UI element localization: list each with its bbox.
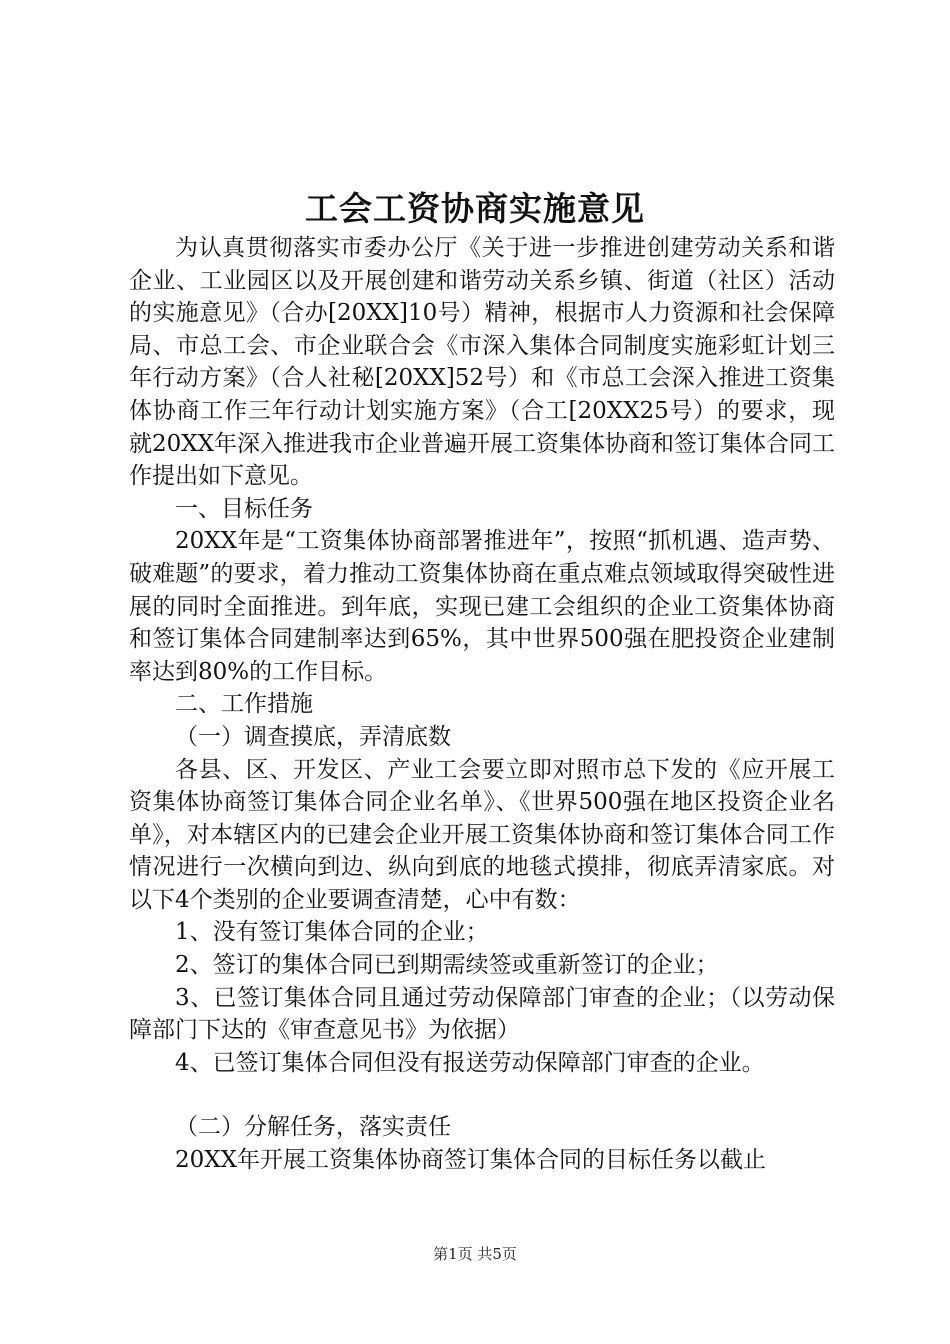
list-item: 3、已签订集体合同且通过劳动保障部门审查的企业；（以劳动保障部门下达的《审查意见书》为依据） [129,984,835,1044]
list-item: 4、已签订集体合同但没有报送劳动保障部门审查的企业。 [175,1049,765,1076]
survey-paragraph: 各县、区、开发区、产业工会要立即对照市总下发的《应开展工资集体协商签订集体合同企业名单》、《世界500强在地区投资企业名单》，对本辖区内的已建会企业开展工资集体协商和签订集体合同工作情况进行一次横向到边、纵向到底的地毯式摸排，彻底弄清家底。对以下4个类别的企业要调查清楚，心中有数： [129,756,835,913]
list-item: 1、没有签订集体合同的企业； [175,919,489,946]
spacer [129,1079,835,1111]
document-body [129,232,835,1177]
section-heading-goals: 一、目标任务 [175,495,313,522]
tasks-paragraph: 20XX年开展工资集体协商签订集体合同的目标任务以截止 [175,1147,767,1174]
page-footer: 第1页 共5页 [433,1245,517,1263]
intro-paragraph: 为认真贯彻落实市委办公厅《关于进一步推进创建劳动关系和谐企业、工业园区以及开展创建和谐劳动关系乡镇、街道（社区）活动的实施意见》（合办[20XX]10号）精神，根据市人力资源和社会保障局、市总工会、市企业联合会《市深入集体合同制度实施彩虹计划三年行动方案》（合人社秘[20XX]52号）和《市总工会深入推进工资集体协商工作三年行动计划实施方案》（合工[20XX25号）的要求，现就20XX年深入推进我市企业普遍开展工资集体协商和签订集体合同工作提出如下意见。 [129,235,836,490]
section-heading-measures: 二、工作措施 [175,691,313,718]
subsection-heading-survey: （一）调查摸底，弄清底数 [175,723,451,750]
subsection-heading-tasks: （二）分解任务，落实责任 [175,1114,451,1141]
list-item: 2、签订的集体合同已到期需续签或重新签订的企业； [175,952,719,979]
goals-paragraph: 20XX年是“工资集体协商部署推进年”，按照“抓机遇、造声势、破难题”的要求，着力推动工资集体协商在重点难点领域取得突破性进展的同时全面推进。到年底，实现已建工会组织的企业工资集体协商和签订集体合同建制率达到65%，其中世界500强在肥投资企业建制率达到80%的工作目标。 [129,528,835,685]
document-title: 工会工资协商实施意见 [305,189,645,228]
